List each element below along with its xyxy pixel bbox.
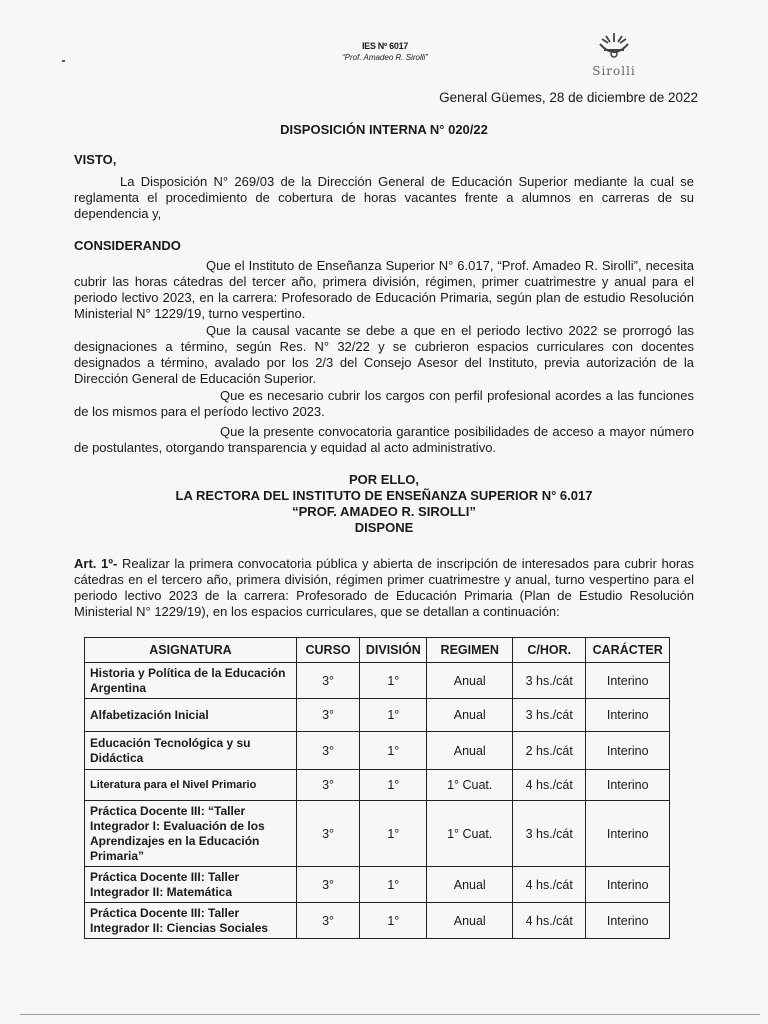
cell-curso: 3°	[296, 903, 359, 939]
table-row	[85, 732, 670, 770]
letterhead	[300, 40, 470, 64]
subjects-table	[84, 637, 670, 939]
por-ello: POR ELLO,	[348, 472, 420, 487]
header-division: DIVISIÓN	[360, 638, 427, 663]
cell-asignatura: Literatura para el Nivel Primario	[85, 770, 297, 801]
article-1-label: Art. 1º-	[74, 556, 118, 571]
cell-carga-horaria: 4 hs./cát	[513, 867, 586, 903]
header-regimen: REGIMEN	[427, 638, 513, 663]
visto-heading: VISTO,	[74, 152, 117, 167]
considerando-heading: CONSIDERANDO	[74, 238, 181, 253]
cell-regimen: Anual	[427, 663, 513, 699]
cell-caracter: Interino	[586, 699, 670, 732]
table-row	[85, 699, 670, 732]
cell-division: 1°	[360, 663, 427, 699]
logo-emblem-icon	[590, 30, 638, 64]
cell-asignatura: Práctica Docente III: “Taller Integrador I: Evaluación de los Aprendizajes en la Educación Primaria”	[85, 801, 297, 867]
cell-caracter: Interino	[586, 801, 670, 867]
resolution-block	[0, 472, 768, 536]
cell-asignatura: Práctica Docente III: Taller Integrador II: Matemática	[85, 867, 297, 903]
table-row	[85, 663, 670, 699]
cell-division: 1°	[360, 732, 427, 770]
cell-regimen: 1° Cuat.	[427, 770, 513, 801]
considerando-paragraph-3: Que es necesario cubrir los cargos con perfil profesional acordes a las funciones de los mismos para el período lectivo 2023.	[74, 388, 694, 419]
cell-asignatura: Educación Tecnológica y su Didáctica	[85, 732, 297, 770]
cell-curso: 3°	[296, 732, 359, 770]
considerando-paragraph-1: Que el Instituto de Enseñanza Superior N° 6.017, “Prof. Amadeo R. Sirolli”, necesita cubrir las horas cátedras del tercer año, primera división, régimen, primer cuatrimestre y anual para el periodo lectivo 2023, en la carrera: Profesorado de Educación Primaria, según plan de estudio Resolución Ministerial N° 1229/19, turno vespertino.	[74, 258, 694, 321]
institute-code: IES Nº 6017	[361, 41, 408, 51]
visto-text: La Disposición N° 269/03 de la Dirección General de Educación Superior mediante la cual se reglamenta el procedimiento de cobertura de horas vacantes frente a alumnos en carreras de su dependencia y,	[74, 174, 694, 221]
cell-division: 1°	[360, 699, 427, 732]
cell-curso: 3°	[296, 867, 359, 903]
header-carga-horaria: C/HOR.	[513, 638, 586, 663]
cell-regimen: Anual	[427, 903, 513, 939]
header-curso: CURSO	[296, 638, 359, 663]
table-row	[85, 801, 670, 867]
dispone: DISPONE	[354, 520, 414, 535]
cell-caracter: Interino	[586, 663, 670, 699]
cell-carga-horaria: 4 hs./cát	[513, 770, 586, 801]
article-1	[74, 556, 694, 620]
cell-carga-horaria: 3 hs./cát	[513, 801, 586, 867]
cell-division: 1°	[360, 770, 427, 801]
cell-caracter: Interino	[586, 867, 670, 903]
cell-caracter: Interino	[586, 732, 670, 770]
institute-logo	[582, 30, 646, 78]
cell-carga-horaria: 4 hs./cát	[513, 903, 586, 939]
table-row	[85, 867, 670, 903]
table-row	[85, 770, 670, 801]
cell-regimen: Anual	[427, 732, 513, 770]
table-row	[85, 903, 670, 939]
cell-asignatura: Alfabetización Inicial	[85, 699, 297, 732]
cell-carga-horaria: 3 hs./cát	[513, 699, 586, 732]
cell-caracter: Interino	[586, 770, 670, 801]
logo-text: Sirolli	[592, 64, 636, 78]
cell-curso: 3°	[296, 770, 359, 801]
cell-asignatura: Historia y Política de la Educación Argentina	[85, 663, 297, 699]
scan-speck	[62, 60, 65, 62]
cell-division: 1°	[360, 903, 427, 939]
institute-name: “Prof. Amadeo R. Sirolli”	[342, 53, 428, 62]
cell-asignatura: Práctica Docente III: Taller Integrador II: Ciencias Sociales	[85, 903, 297, 939]
considerando-paragraph-2: Que la causal vacante se debe a que en el periodo lectivo 2022 se prorrogó las designaciones a término, según Res. N° 32/22 y se cubrieron espacios curriculares con docentes designados a término, avalado por los 2/3 del Consejo Asesor del Instituto, previa autorización de la Dirección General de Educación Superior.	[74, 323, 694, 386]
cell-regimen: Anual	[427, 699, 513, 732]
cell-carga-horaria: 2 hs./cát	[513, 732, 586, 770]
article-1-text: Realizar la primera convocatoria pública y abierta de inscripción de interesados para cubrir horas cátedras en el tercero año, primera división, régimen primer cuatrimestre y anual, turno vespertino para el periodo lectivo 2023 de la carrera: Profesorado de Educación Primaria (Plan de Estudio Resolución Ministerial N° 1229/19), en los espacios curriculares, que se detallan a continuación:	[74, 556, 694, 619]
institute-line: “PROF. AMADEO R. SIROLLI”	[292, 504, 476, 519]
cell-curso: 3°	[296, 663, 359, 699]
scan-edge-line	[20, 1014, 760, 1015]
date-line: General Güemes, 28 de diciembre de 2022	[439, 90, 698, 105]
rectora-line: LA RECTORA DEL INSTITUTO DE ENSEÑANZA SUPERIOR N° 6.017	[175, 488, 593, 503]
cell-division: 1°	[360, 801, 427, 867]
considerando-paragraph-4: Que la presente convocatoria garantice posibilidades de acceso a mayor número de postulantes, otorgando transparencia y equidad al acto administrativo.	[74, 424, 694, 455]
header-caracter: CARÁCTER	[586, 638, 670, 663]
cell-regimen: 1° Cuat.	[427, 801, 513, 867]
cell-curso: 3°	[296, 699, 359, 732]
cell-carga-horaria: 3 hs./cát	[513, 663, 586, 699]
cell-curso: 3°	[296, 801, 359, 867]
cell-division: 1°	[360, 867, 427, 903]
header-asignatura: ASIGNATURA	[85, 638, 297, 663]
cell-caracter: Interino	[586, 903, 670, 939]
table-header-row	[85, 638, 670, 663]
document-title: DISPOSICIÓN INTERNA N° 020/22	[280, 122, 488, 137]
cell-regimen: Anual	[427, 867, 513, 903]
